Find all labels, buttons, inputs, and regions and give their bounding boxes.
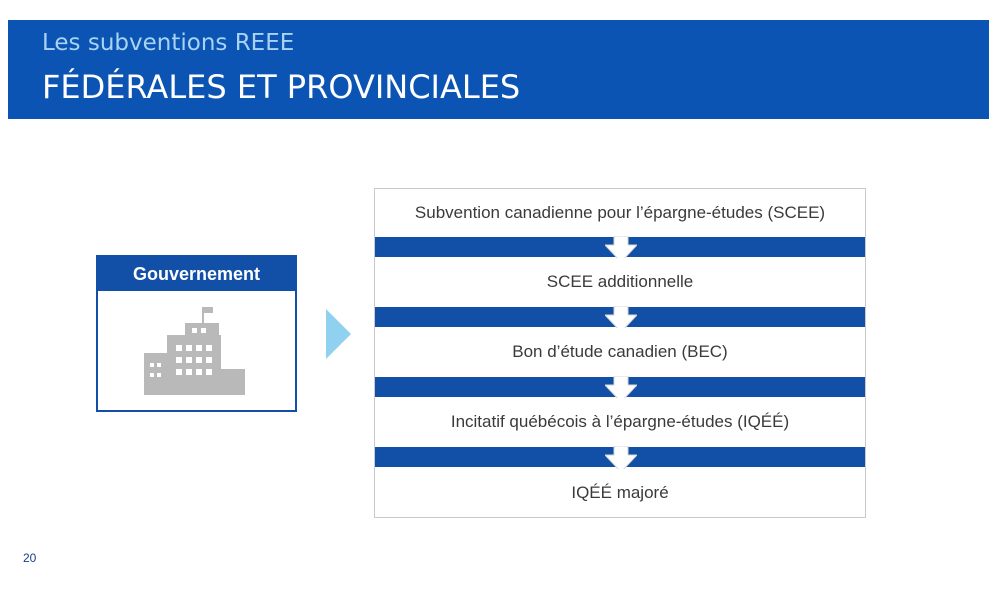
flow-separator bbox=[375, 237, 865, 257]
subsidy-flow bbox=[374, 188, 866, 518]
flow-item-iqee: Incitatif québécois à l’épargne-études (IQÉÉ) bbox=[375, 398, 865, 446]
flow-item-scee-additionnelle: SCEE additionnelle bbox=[375, 258, 865, 306]
government-building-icon bbox=[141, 305, 249, 397]
government-card-label: Gouvernement bbox=[98, 257, 295, 291]
flow-separator bbox=[375, 377, 865, 397]
government-card bbox=[96, 255, 297, 412]
flow-item-bec: Bon d’étude canadien (BEC) bbox=[375, 328, 865, 376]
flow-item-iqee-majore: IQÉÉ majoré bbox=[375, 469, 865, 517]
flow-separator bbox=[375, 307, 865, 327]
right-arrow-icon bbox=[326, 309, 351, 359]
page-number: 20 bbox=[23, 551, 37, 565]
slide-title: FÉDÉRALES ET PROVINCIALES bbox=[42, 68, 521, 106]
flow-item-scee: Subvention canadienne pour l’épargne-études (SCEE) bbox=[375, 189, 865, 237]
slide-subtitle: Les subventions REEE bbox=[42, 30, 295, 56]
title-banner bbox=[8, 20, 989, 119]
flow-separator bbox=[375, 447, 865, 467]
